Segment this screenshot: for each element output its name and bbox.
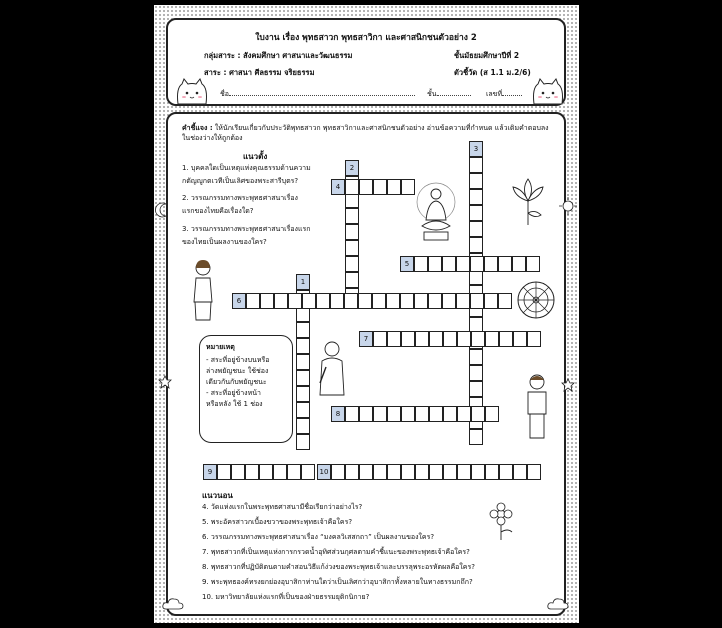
- answer-cell[interactable]: [260, 293, 274, 309]
- answer-cell[interactable]: [471, 464, 485, 480]
- answer-cell[interactable]: [499, 464, 513, 480]
- answer-cell[interactable]: [457, 464, 471, 480]
- cloud-right-icon: [547, 597, 569, 611]
- subject-strand: สาระ : ศาสนา ศีลธรรม จริยธรรม: [204, 68, 315, 77]
- note-line: ล่างพยัญชนะ ใช้ช่อง: [206, 367, 269, 375]
- down-clue-3b: ของไทยเป็นผลงานของใคร?: [182, 238, 267, 246]
- answer-cell[interactable]: [527, 464, 541, 480]
- answer-cell[interactable]: [288, 293, 302, 309]
- grade-level: ชั้นมัธยมศึกษาปีที่ 2: [454, 51, 520, 60]
- answer-cell[interactable]: [331, 464, 345, 480]
- answer-cell[interactable]: [428, 293, 442, 309]
- class-field[interactable]: [427, 89, 471, 100]
- answer-cell[interactable]: [469, 365, 483, 381]
- answer-cell[interactable]: [471, 331, 485, 347]
- answer-cell[interactable]: [401, 179, 415, 195]
- answer-cell[interactable]: [470, 293, 484, 309]
- answer-cell[interactable]: [443, 464, 457, 480]
- answer-cell[interactable]: [287, 464, 301, 480]
- note-line: - สระที่อยู่ข้างหน้า: [206, 389, 261, 397]
- across-clue-6: 6. วรรณกรรมทางพระพุทธศาสนาเรื่อง “มงคลวิเสสกถา” เป็นผลงานของใคร?: [202, 533, 435, 541]
- answer-cell[interactable]: [469, 381, 483, 397]
- answer-cell[interactable]: [296, 354, 310, 370]
- clue-number-cell: 7: [359, 331, 373, 347]
- answer-cell[interactable]: [469, 189, 483, 205]
- answer-cell[interactable]: [415, 331, 429, 347]
- answer-cell[interactable]: [246, 293, 260, 309]
- answer-cell[interactable]: [387, 406, 401, 422]
- down-clue-1a: 1. บุคคลใดเป็นเหตุแห่งคุณธรรมด้านความ: [182, 164, 311, 172]
- answer-cell[interactable]: [442, 293, 456, 309]
- answer-cell[interactable]: [414, 256, 428, 272]
- worksheet-header: [166, 18, 566, 106]
- answer-cell[interactable]: [345, 208, 359, 224]
- cloud-left-icon: [162, 597, 184, 611]
- worksheet-page: [154, 5, 579, 623]
- clue-number-cell: 6: [232, 293, 246, 309]
- answer-cell[interactable]: [484, 256, 498, 272]
- across-clue-10: 10. มหาวิทยาลัยแห่งแรกที่เป็นของฝ่ายธรรมยุติกนิกาย?: [202, 593, 370, 601]
- sun-icon: [559, 197, 577, 215]
- answer-cell[interactable]: [344, 293, 358, 309]
- across-title: แนวนอน: [202, 491, 233, 500]
- answer-cell[interactable]: [302, 293, 316, 309]
- note-line: เดียวกันกับพยัญชนะ: [206, 378, 267, 386]
- note-line: - สระที่อยู่ข้างบนหรือ: [206, 356, 270, 364]
- star-right-icon: [561, 378, 575, 392]
- answer-cell[interactable]: [470, 256, 484, 272]
- answer-cell[interactable]: [484, 293, 498, 309]
- answer-cell[interactable]: [485, 406, 499, 422]
- answer-cell[interactable]: [345, 240, 359, 256]
- answer-cell[interactable]: [414, 293, 428, 309]
- clue-number-cell: 5: [400, 256, 414, 272]
- across-clue-5: 5. พระอัครสาวกเบื้องขวาของพระพุทธเจ้าคือใคร?: [202, 518, 353, 526]
- indicator: ตัวชี้วัด (ส 1.1 ม.2/6): [454, 68, 531, 77]
- cat-left-icon: [174, 78, 210, 106]
- instructions: [182, 123, 552, 143]
- answer-cell[interactable]: [429, 406, 443, 422]
- answer-cell[interactable]: [469, 205, 483, 221]
- monk-figure-icon: [316, 339, 348, 399]
- answer-cell[interactable]: [217, 464, 231, 480]
- down-clue-2a: 2. วรรณกรรมทางพระพุทธศาสนาเรื่อง: [182, 194, 298, 202]
- clue-number-cell: 9: [203, 464, 217, 480]
- clue-number-cell: 1: [296, 274, 310, 290]
- answer-cell[interactable]: [469, 429, 483, 445]
- down-clue-3a: 3. วรรณกรรมทางพระพุทธศาสนาเรื่องแรก: [182, 225, 311, 233]
- answer-cell[interactable]: [401, 464, 415, 480]
- answer-cell[interactable]: [345, 406, 359, 422]
- answer-cell[interactable]: [273, 464, 287, 480]
- note-line: หรือหลัง ใช้ 1 ช่อง: [206, 400, 263, 408]
- answer-cell[interactable]: [469, 349, 483, 365]
- down-clue-2b: แรกของไทยคือเรื่องใด?: [182, 207, 254, 215]
- answer-cell[interactable]: [373, 464, 387, 480]
- answer-cell[interactable]: [498, 256, 512, 272]
- answer-cell[interactable]: [498, 293, 512, 309]
- name-label: ชื่อ: [220, 90, 229, 98]
- answer-cell[interactable]: [527, 331, 541, 347]
- answer-cell[interactable]: [499, 331, 513, 347]
- buddha-icon: [416, 180, 456, 244]
- answer-cell[interactable]: [296, 370, 310, 386]
- answer-cell[interactable]: [513, 331, 527, 347]
- answer-cell[interactable]: [296, 322, 310, 338]
- flower-icon: [486, 502, 516, 542]
- answer-cell[interactable]: [471, 406, 485, 422]
- answer-cell[interactable]: [301, 464, 315, 480]
- down-clue-1b: กตัญญูกตเวทีเป็นเลิศของพระสารีบุตร?: [182, 177, 299, 185]
- answer-cell[interactable]: [485, 464, 499, 480]
- answer-cell[interactable]: [469, 221, 483, 237]
- answer-cell[interactable]: [469, 157, 483, 173]
- note-box: [199, 335, 293, 443]
- answer-cell[interactable]: [373, 179, 387, 195]
- note-title: หมายเหตุ: [206, 343, 235, 351]
- girl-figure-icon: [190, 258, 216, 326]
- answer-cell[interactable]: [296, 418, 310, 434]
- answer-cell[interactable]: [401, 406, 415, 422]
- answer-cell[interactable]: [345, 224, 359, 240]
- answer-cell[interactable]: [513, 464, 527, 480]
- answer-cell[interactable]: [296, 338, 310, 354]
- answer-cell[interactable]: [330, 293, 344, 309]
- answer-cell[interactable]: [259, 464, 273, 480]
- answer-cell[interactable]: [512, 256, 526, 272]
- answer-cell[interactable]: [359, 464, 373, 480]
- answer-cell[interactable]: [428, 256, 442, 272]
- answer-cell[interactable]: [456, 293, 470, 309]
- name-field[interactable]: [220, 89, 415, 100]
- answer-cell[interactable]: [526, 256, 540, 272]
- answer-cell[interactable]: [469, 173, 483, 189]
- answer-cell[interactable]: [345, 272, 359, 288]
- answer-cell[interactable]: [415, 464, 429, 480]
- crossword-panel: [166, 112, 566, 616]
- answer-cell[interactable]: [345, 179, 359, 195]
- answer-cell[interactable]: [469, 237, 483, 253]
- moon-icon: [155, 202, 171, 218]
- worksheet-title: ใบงาน เรื่อง พุทธสาวก พุทธสาวิกา และศาสนิกชนตัวอย่าง 2: [255, 33, 477, 43]
- answer-cell[interactable]: [456, 256, 470, 272]
- across-clue-7: 7. พุทธสาวกที่เป็นเหตุแห่งการกรวดน้ำอุทิศส่วนกุศลตามคำชี้แนะของพระพุทธเจ้าคือใคร?: [202, 548, 470, 556]
- star-left-icon: [158, 375, 172, 389]
- number-field[interactable]: [486, 89, 522, 100]
- answer-cell[interactable]: [429, 464, 443, 480]
- answer-cell[interactable]: [442, 256, 456, 272]
- instructions-text: ให้นักเรียนเกี่ยวกับประวัติพุทธสาวก พุทธสาวิกาและศาสนิกชนตัวอย่าง อ่านข้อความที่กำหนด แล้วเติมคำตอบลงในช่องว่างให้ถูกต้อง: [182, 124, 549, 142]
- answer-cell[interactable]: [401, 331, 415, 347]
- answer-cell[interactable]: [429, 331, 443, 347]
- answer-cell[interactable]: [443, 406, 457, 422]
- answer-cell[interactable]: [345, 464, 359, 480]
- answer-cell[interactable]: [359, 179, 373, 195]
- answer-cell[interactable]: [400, 293, 414, 309]
- across-clue-4: 4. วัดแห่งแรกในพระพุทธศาสนามีชื่อเรียกว่าอย่างไร?: [202, 503, 363, 511]
- dharma-wheel-icon: [515, 279, 557, 321]
- answer-cell[interactable]: [245, 464, 259, 480]
- answer-cell[interactable]: [387, 331, 401, 347]
- answer-cell[interactable]: [387, 179, 401, 195]
- answer-cell[interactable]: [296, 402, 310, 418]
- lotus-icon: [511, 177, 545, 227]
- answer-cell[interactable]: [386, 293, 400, 309]
- answer-cell[interactable]: [359, 406, 373, 422]
- answer-cell[interactable]: [485, 331, 499, 347]
- answer-cell[interactable]: [373, 331, 387, 347]
- class-label: ชั้น: [427, 90, 437, 98]
- subject-group: กลุ่มสาระ : สังคมศึกษา ศาสนาและวัฒนธรรม: [204, 51, 353, 60]
- answer-cell[interactable]: [274, 293, 288, 309]
- answer-cell[interactable]: [358, 293, 372, 309]
- clue-number-cell: 2: [345, 160, 359, 176]
- across-clue-8: 8. พุทธสาวกที่ปฏิบัติตนตามคำสอนวิธีแก้ง่วงของพระพุทธเจ้าและบรรลุพระอรหัตผลคือใคร?: [202, 563, 475, 571]
- across-clue-9: 9. พระพุทธองค์ทรงยกย่องอุบาสิกาท่านใดว่าเป็นเลิศกว่าอุบาสิกาทั้งหลายในทางธรรมกถึก?: [202, 578, 473, 586]
- answer-cell[interactable]: [457, 406, 471, 422]
- answer-cell[interactable]: [316, 293, 330, 309]
- boy-figure-icon: [522, 372, 552, 444]
- instructions-label: คำชี้แจง :: [182, 124, 213, 132]
- answer-cell[interactable]: [387, 464, 401, 480]
- answer-cell[interactable]: [443, 331, 457, 347]
- clue-number-cell: 4: [331, 179, 345, 195]
- answer-cell[interactable]: [372, 293, 386, 309]
- number-label: เลขที่: [486, 90, 503, 98]
- clue-number-cell: 8: [331, 406, 345, 422]
- answer-cell[interactable]: [296, 434, 310, 450]
- cat-right-icon: [530, 78, 566, 106]
- answer-cell[interactable]: [373, 406, 387, 422]
- down-title: แนวตั้ง: [243, 152, 268, 161]
- clue-number-cell: 3: [469, 141, 483, 157]
- answer-cell[interactable]: [231, 464, 245, 480]
- clue-number-cell: 10: [317, 464, 331, 480]
- answer-cell[interactable]: [415, 406, 429, 422]
- answer-cell[interactable]: [345, 256, 359, 272]
- answer-cell[interactable]: [457, 331, 471, 347]
- answer-cell[interactable]: [296, 386, 310, 402]
